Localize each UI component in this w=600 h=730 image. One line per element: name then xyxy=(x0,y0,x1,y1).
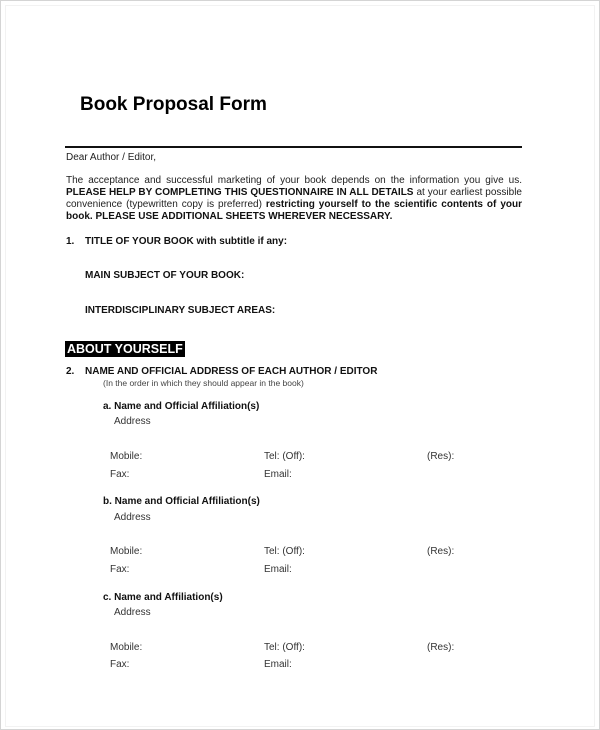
intro-bold-1: PLEASE HELP BY COMPLETING THIS QUESTIONNAIRE IN ALL DETAILS xyxy=(66,187,414,198)
question-2-note: (In the order in which they should appear in the book) xyxy=(103,378,304,388)
intro-text-1: The acceptance and successful marketing of your book depends on the information you give us. xyxy=(66,175,522,186)
interdisciplinary-label: INTERDISCIPLINARY SUBJECT AREAS: xyxy=(85,305,276,316)
author-c-address: Address xyxy=(114,607,151,618)
author-c-tel-off: Tel: (Off): xyxy=(264,642,305,653)
author-b-tel-res: (Res): xyxy=(427,546,455,557)
author-c-email: Email: xyxy=(264,659,292,670)
main-subject-label: MAIN SUBJECT OF YOUR BOOK: xyxy=(85,270,245,281)
intro-paragraph xyxy=(66,175,522,223)
author-c-tel-res: (Res): xyxy=(427,642,455,653)
intro-text-2: at your earliest possible convenience (typewritten copy is preferred) xyxy=(66,187,522,210)
author-b-email: Email: xyxy=(264,564,292,575)
author-b-tel-off: Tel: (Off): xyxy=(264,546,305,557)
author-c-mobile: Mobile: xyxy=(110,642,143,653)
author-b-heading: b. Name and Official Affiliation(s) xyxy=(103,496,260,507)
question-1-number: 1. xyxy=(66,236,75,247)
author-b-fax: Fax: xyxy=(110,564,130,575)
question-2 xyxy=(66,366,377,377)
question-2-number: 2. xyxy=(66,366,75,377)
question-2-label: NAME AND OFFICIAL ADDRESS OF EACH AUTHOR / EDITOR xyxy=(85,366,378,377)
intro-bold-2: restricting yourself to the scientific contents of your book. PLEASE USE ADDITIONAL SHEETS WHEREVER NECESSARY. xyxy=(66,199,522,222)
question-1 xyxy=(66,236,287,247)
author-a-email: Email: xyxy=(264,469,292,480)
author-b-address: Address xyxy=(114,512,151,523)
author-c-heading: c. Name and Affiliation(s) xyxy=(103,592,223,603)
author-a-mobile: Mobile: xyxy=(110,451,143,462)
greeting: Dear Author / Editor, xyxy=(66,152,157,163)
author-a-tel-off: Tel: (Off): xyxy=(264,451,305,462)
section-banner-about-yourself: ABOUT YOURSELF xyxy=(67,342,183,356)
author-a-address: Address xyxy=(114,416,151,427)
author-a-heading: a. Name and Official Affiliation(s) xyxy=(103,401,260,412)
document-title: Book Proposal Form xyxy=(80,94,267,115)
question-1-label: TITLE OF YOUR BOOK with subtitle if any: xyxy=(85,236,288,247)
author-b-mobile: Mobile: xyxy=(110,546,143,557)
author-c-fax: Fax: xyxy=(110,659,130,670)
title-divider xyxy=(65,146,522,148)
author-a-fax: Fax: xyxy=(110,469,130,480)
author-a-tel-res: (Res): xyxy=(427,451,455,462)
